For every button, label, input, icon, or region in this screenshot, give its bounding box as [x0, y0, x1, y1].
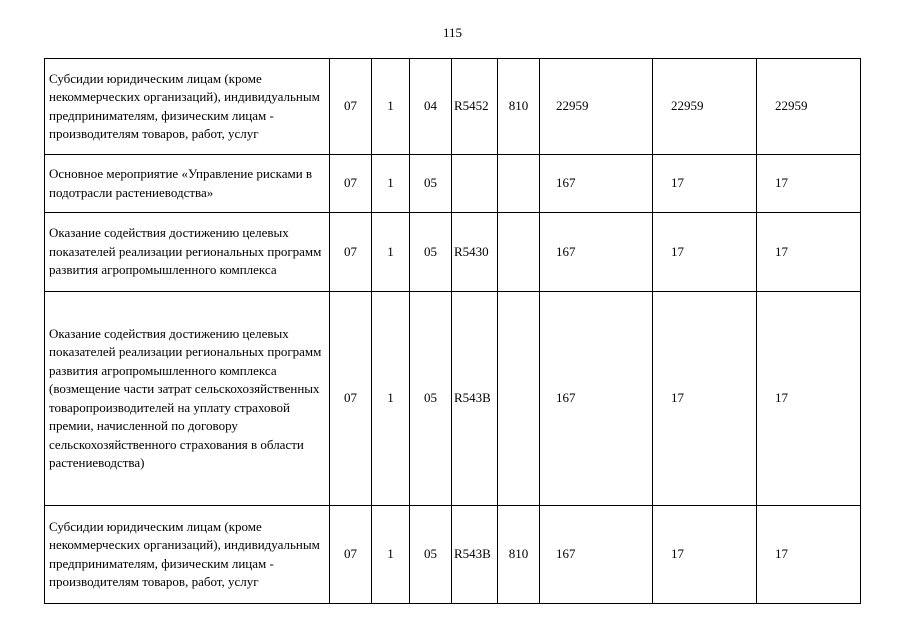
activity-code: 05 [410, 292, 452, 506]
row-description: Оказание содействия достижению целевых показателей реализации региональных программ развития агропромышленного комплекса (возмещение части затрат сельскохозяйственных товаропроизводителей на уплату страховой премии, начисленной по договору сельскохозяйственного страхования в области растениеводства) [45, 292, 330, 506]
subprogram-code: 1 [372, 506, 410, 604]
amount-year-3: 22959 [757, 59, 861, 155]
table-row [45, 155, 861, 213]
page-number: 115 [442, 25, 463, 40]
amount-year-3: 17 [757, 155, 861, 213]
activity-code: 04 [410, 59, 452, 155]
direction-code: R5430 [452, 213, 498, 292]
amount-year-1: 167 [540, 213, 653, 292]
direction-code [452, 155, 498, 213]
amount-year-2: 17 [653, 155, 757, 213]
row-description: Основное мероприятие «Управление рисками в подотрасли растениеводства» [45, 155, 330, 213]
amount-year-1: 22959 [540, 59, 653, 155]
program-code: 07 [330, 155, 372, 213]
expense-type-code [498, 292, 540, 506]
direction-code: R5452 [452, 59, 498, 155]
row-description: Оказание содействия достижению целевых показателей реализации региональных программ развития агропромышленного комплекса [45, 213, 330, 292]
table-row [45, 506, 861, 604]
amount-year-3: 17 [757, 292, 861, 506]
amount-year-2: 17 [653, 506, 757, 604]
amount-year-1: 167 [540, 292, 653, 506]
direction-code: R543B [452, 292, 498, 506]
expense-type-code: 810 [498, 506, 540, 604]
amount-year-3: 17 [757, 506, 861, 604]
subprogram-code: 1 [372, 292, 410, 506]
table-row [45, 213, 861, 292]
row-description: Субсидии юридическим лицам (кроме некоммерческих организаций), индивидуальным предпринимателям, физическим лицам - производителям товаров, работ, услуг [45, 506, 330, 604]
program-code: 07 [330, 213, 372, 292]
activity-code: 05 [410, 213, 452, 292]
amount-year-2: 17 [653, 292, 757, 506]
table-row [45, 292, 861, 506]
direction-code: R543B [452, 506, 498, 604]
program-code: 07 [330, 292, 372, 506]
expense-type-code: 810 [498, 59, 540, 155]
amount-year-3: 17 [757, 213, 861, 292]
amount-year-2: 22959 [653, 59, 757, 155]
activity-code: 05 [410, 506, 452, 604]
table-row [45, 59, 861, 155]
amount-year-2: 17 [653, 213, 757, 292]
amount-year-1: 167 [540, 506, 653, 604]
subprogram-code: 1 [372, 155, 410, 213]
expense-type-code [498, 155, 540, 213]
expense-type-code [498, 213, 540, 292]
activity-code: 05 [410, 155, 452, 213]
row-description: Субсидии юридическим лицам (кроме некоммерческих организаций), индивидуальным предпринимателям, физическим лицам - производителям товаров, работ, услуг [45, 59, 330, 155]
program-code: 07 [330, 506, 372, 604]
program-code: 07 [330, 59, 372, 155]
amount-year-1: 167 [540, 155, 653, 213]
budget-table [44, 58, 861, 604]
subprogram-code: 1 [372, 59, 410, 155]
subprogram-code: 1 [372, 213, 410, 292]
